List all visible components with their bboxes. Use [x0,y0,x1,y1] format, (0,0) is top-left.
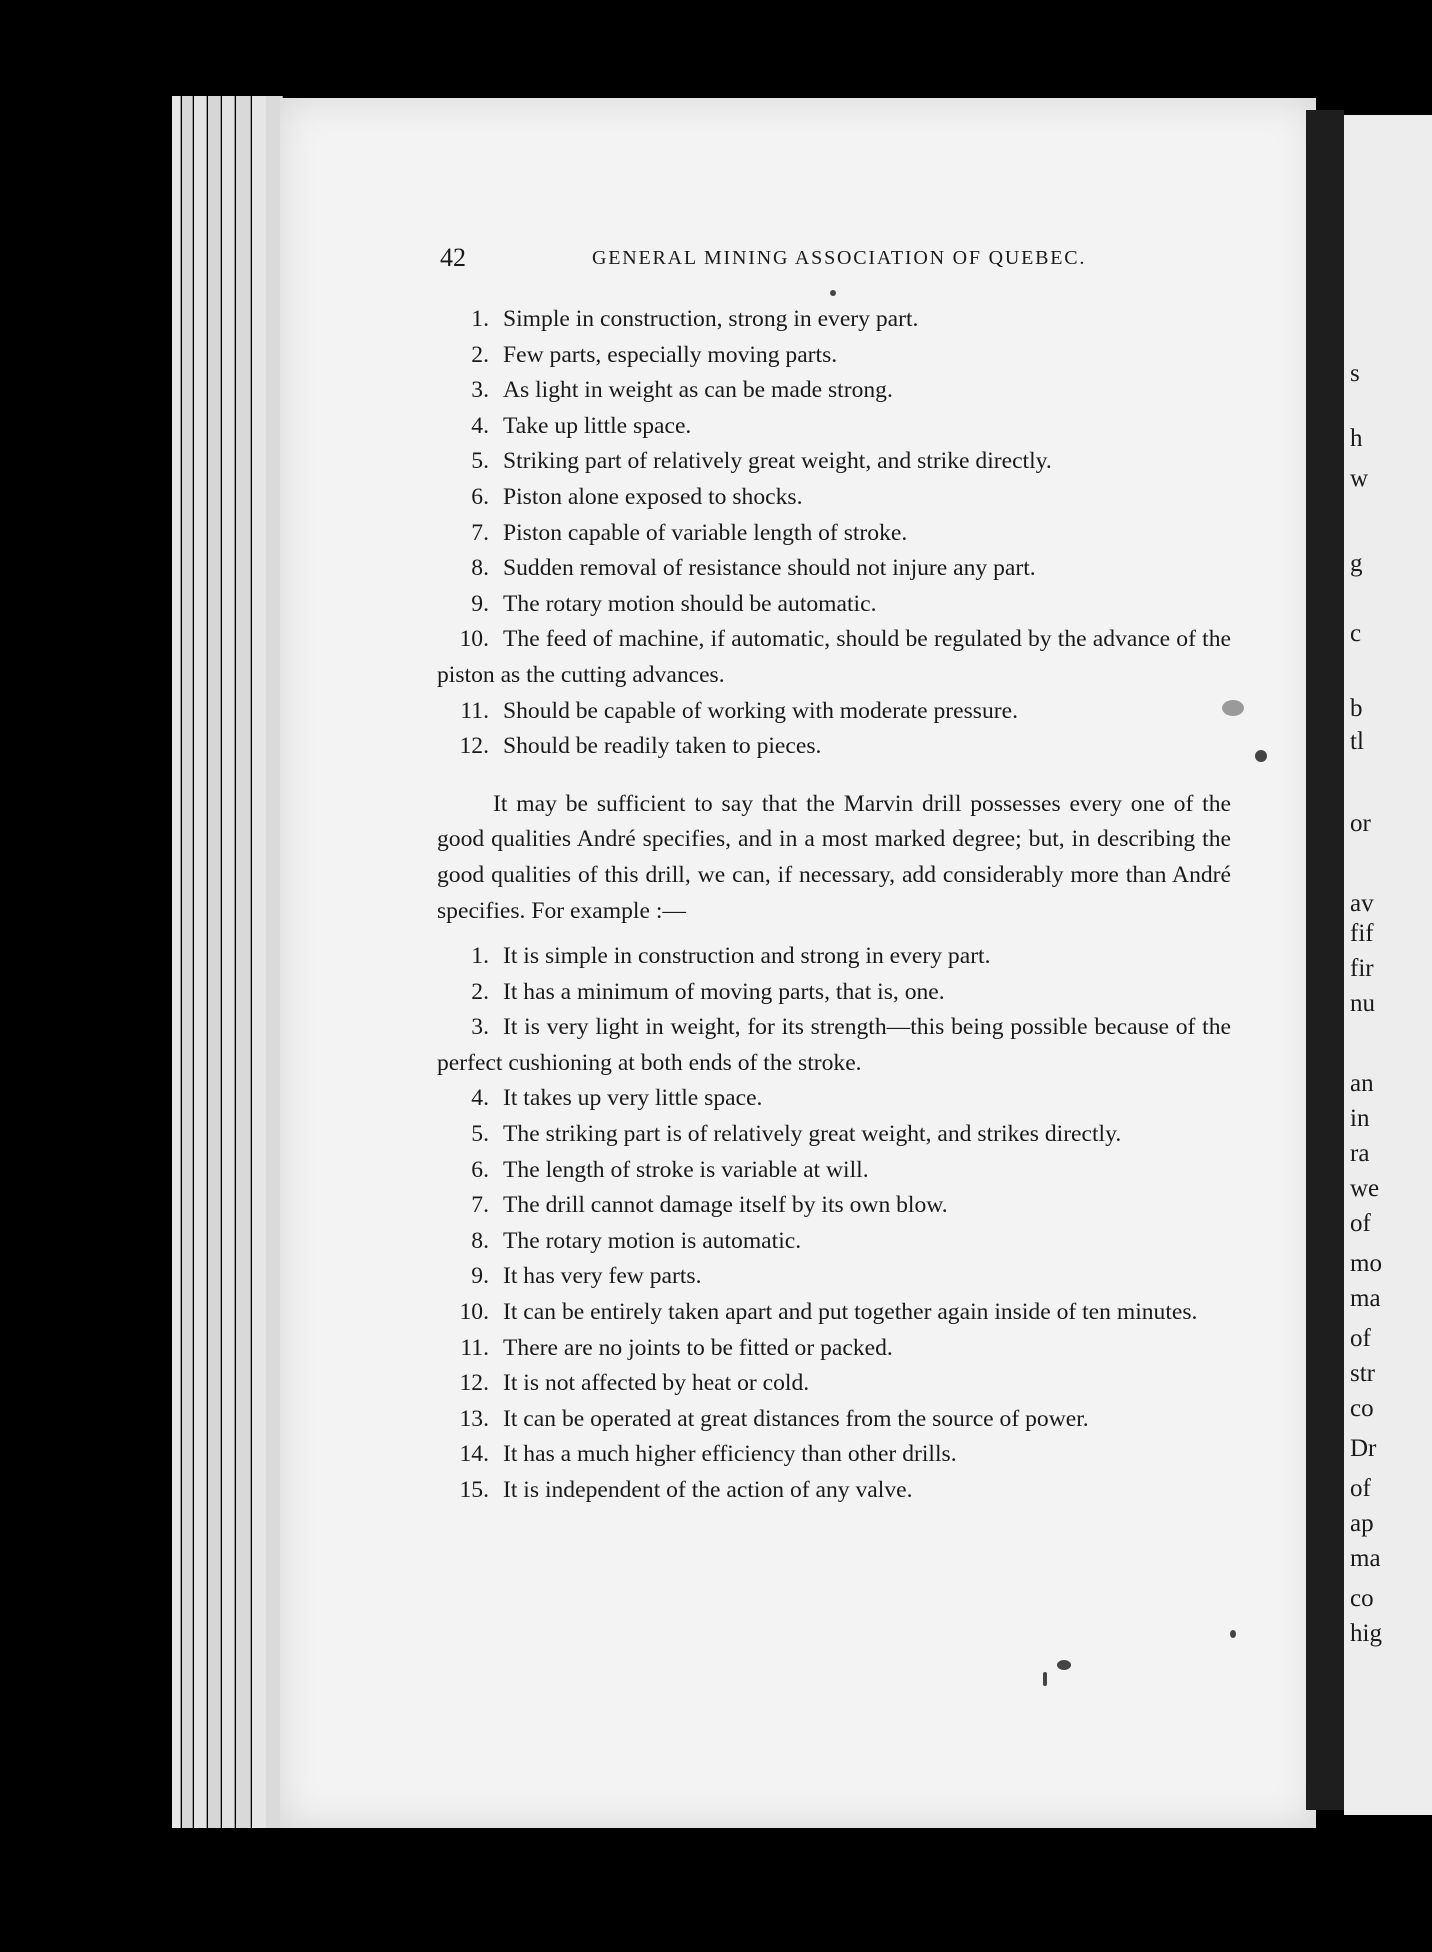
list-item-text: As light in weight as can be made strong. [503,377,893,404]
list-item-number: 8. [471,555,489,582]
facing-page-text: we [1350,1175,1380,1202]
facing-page-text: hig [1350,1620,1382,1647]
list-item-text: It is not affected by heat or cold. [503,1370,810,1397]
facing-page-text: Dr [1350,1435,1377,1462]
list-item [437,302,1231,338]
facing-page-text: ma [1350,1285,1381,1312]
page-edge-stack [194,96,207,1828]
page-edge-stack [208,96,221,1828]
list-item [437,1153,1231,1189]
list-item-number: 9. [471,590,489,617]
list-item [437,516,1231,552]
list-item [437,1224,1231,1260]
list-item-number: 10. [459,626,489,653]
andre-requirements-list [437,302,1231,765]
list-item [437,1473,1231,1509]
list-item-number: 15. [459,1477,489,1503]
list-item [437,694,1231,730]
list-item-text: It can be operated at great distances from the source of power. [503,1405,1089,1432]
page-edge-stack [222,96,235,1828]
list-item-text: Striking part of relatively great weight, and strike directly. [503,448,1052,475]
list-item-number: 10. [459,1299,489,1326]
list-item-text: Should be capable of working with moderate pressure. [503,697,1018,724]
list-item [437,622,1231,693]
scan-speck [1043,1672,1047,1686]
list-item-number: 8. [471,1227,489,1254]
facing-page-text: w [1350,465,1369,492]
scan-speck [1230,1630,1236,1638]
list-item-text: It is very light in weight, for its strength—this being possible because of the perfect cushioning at both ends of the stroke. [437,1014,1231,1076]
body-paragraph: It may be sufficient to say that the Marvin drill possesses every one of the good qualities André specifies, and in a most marked degree; but, in describing the good qualities of this drill, we can, if necessary, add considerably more than André specifies. For example :— [437,790,1231,924]
facing-page-text: co [1350,1585,1374,1612]
facing-page-text: s [1350,360,1360,387]
list-item-text: The rotary motion should be automatic. [503,590,877,617]
list-item-number: 12. [459,1370,489,1397]
scan-speck [830,290,836,296]
facing-page-text: str [1350,1360,1375,1387]
list-item [437,1117,1231,1153]
facing-page-text: fir [1350,955,1374,982]
list-item [437,551,1231,587]
facing-page-text: ra [1350,1140,1370,1167]
list-item-text: There are no joints to be fitted or packed. [503,1334,893,1361]
facing-page-text: b [1350,695,1363,722]
list-item-number: 1. [471,943,489,970]
list-item-number: 11. [460,1334,489,1361]
list-item-text: Piston alone exposed to shocks. [503,483,803,510]
list-item-text: The length of stroke is variable at will. [503,1156,869,1183]
list-item-number: 2. [471,978,489,1005]
facing-page-text: of [1350,1325,1371,1352]
list-item [437,1366,1231,1402]
list-item-number: 6. [471,1156,489,1183]
list-item-text: It is independent of the action of any valve. [503,1477,913,1503]
list-item-text: It can be entirely taken apart and put together again inside of ten minutes. [503,1299,1198,1326]
facing-page-text: nu [1350,990,1375,1017]
scan-speck [1255,750,1267,762]
list-item-text: The rotary motion is automatic. [503,1227,802,1254]
list-item-number: 4. [471,412,489,439]
page-body [437,302,1231,1509]
list-item-number: 3. [471,377,489,404]
list-item [437,1437,1231,1473]
list-item-text: It has a minimum of moving parts, that is, one. [503,978,945,1005]
list-item [437,373,1231,409]
list-item-number: 4. [471,1085,489,1112]
list-item-text: It takes up very little space. [503,1085,763,1112]
list-item [437,939,1231,975]
list-item [437,1188,1231,1224]
facing-page-text: or [1350,810,1371,837]
facing-page-text: c [1350,620,1362,647]
list-item [437,409,1231,445]
list-item-number: 7. [471,519,489,546]
list-item-text: Should be readily taken to pieces. [503,733,822,760]
page-edge-stack [182,96,193,1828]
list-item-text: It has a much higher efficiency than other drills. [503,1441,957,1468]
list-item-number: 11. [460,697,489,724]
page-header [440,243,1240,279]
list-item-text: Sudden removal of resistance should not injure any part. [503,555,1036,582]
list-item-text: It has very few parts. [503,1263,702,1290]
facing-page-text: tl [1350,728,1364,755]
list-item-text: It is simple in construction and strong in every part. [503,943,991,970]
scan-speck [1057,1660,1071,1670]
facing-page-text: mo [1350,1250,1382,1277]
list-item-number: 13. [459,1405,489,1432]
running-title: GENERAL MINING ASSOCIATION OF QUEBEC. [592,247,1087,269]
list-item-number: 6. [471,483,489,510]
list-item-text: The striking part is of relatively great weight, and strikes directly. [503,1121,1122,1148]
marvin-qualities-list [437,939,1231,1509]
list-item-number: 14. [459,1441,489,1468]
list-item-number: 9. [471,1263,489,1290]
list-item [437,1295,1231,1331]
facing-page-text: ma [1350,1545,1381,1572]
list-item [437,444,1231,480]
list-item-number: 2. [471,341,489,368]
facing-page-text: of [1350,1475,1371,1502]
list-item-number: 7. [471,1192,489,1219]
facing-page-fragment [1344,115,1432,1815]
list-item [437,587,1231,623]
page-number: 42 [440,243,466,272]
facing-page-text: of [1350,1210,1371,1237]
facing-page-text: g [1350,550,1363,577]
list-item-text: Simple in construction, strong in every part. [503,306,919,332]
list-item [437,1331,1231,1367]
facing-page-text: ap [1350,1510,1374,1537]
list-item-text: The drill cannot damage itself by its own blow. [503,1192,948,1219]
page-edge-stack [172,96,181,1828]
list-item [437,338,1231,374]
page-edge-stack [252,96,267,1828]
list-item [437,1010,1231,1081]
binding-gutter [1306,110,1344,1810]
facing-page-text: av [1350,890,1374,917]
page-edge-stack [236,96,251,1828]
facing-page-text: in [1350,1105,1370,1132]
facing-page-text: h [1350,425,1363,452]
list-item-number: 3. [471,1014,489,1041]
list-item [437,480,1231,516]
list-item-text: Take up little space. [503,412,692,439]
facing-page-text: an [1350,1070,1374,1097]
list-item-text: Few parts, especially moving parts. [503,341,838,368]
list-item [437,1081,1231,1117]
list-item-number: 12. [459,733,489,760]
list-item [437,729,1231,765]
list-item [437,975,1231,1011]
facing-page-text: fif [1350,920,1374,947]
list-item-number: 5. [471,448,489,475]
list-item-text: The feed of machine, if automatic, should be regulated by the advance of the piston as the cutting advances. [437,626,1231,688]
list-item [437,1402,1231,1438]
list-item-number: 1. [471,306,489,332]
list-item [437,1259,1231,1295]
list-item-text: Piston capable of variable length of stroke. [503,519,908,546]
list-item-number: 5. [471,1121,489,1148]
facing-page-text: co [1350,1395,1374,1422]
